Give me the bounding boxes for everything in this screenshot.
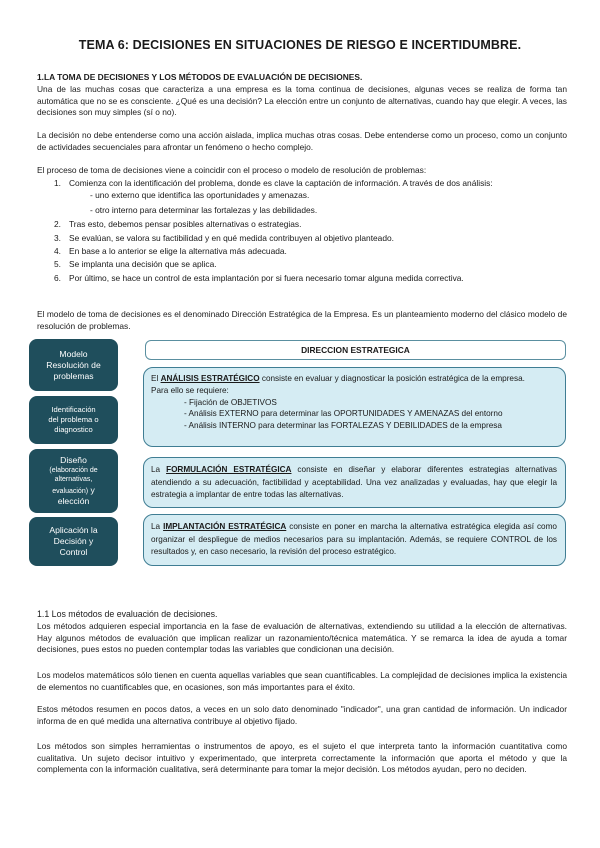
box-line: (elaboración de <box>49 466 98 474</box>
box-line: Control <box>59 547 88 557</box>
box-line <box>52 485 95 497</box>
diagram-box-diseno <box>29 449 118 513</box>
term-formulacion: FORMULACIÓN ESTRATÉGICA <box>166 465 292 474</box>
list-text: Por último, se hace un control de esta implantación por si fuera necesario tomar alguna medida correctiva. <box>69 273 464 283</box>
subsection-heading: 1.1 Los métodos de evaluación de decisiones. <box>37 609 218 619</box>
list-item <box>54 178 564 190</box>
section-heading: 1.LA TOMA DE DECISIONES Y LOS MÉTODOS DE EVALUACIÓN DE DECISIONES. <box>37 72 363 82</box>
box-line: elección <box>57 496 90 507</box>
list-text: Se implanta una decisión que se aplica. <box>69 259 217 269</box>
text-post: consiste en poner en marcha la alternativa estratégica elegida así como organizar el despliegue de medios necesarios para su implantación. Además, se requiere CONTROL de los resultados y, en caso necesario, la revisión del proceso estratégico. <box>151 522 557 556</box>
diagram-box-analisis <box>143 367 566 447</box>
text-pre: El <box>151 374 161 383</box>
paragraph: Los métodos adquieren especial importancia en la fase de evaluación de alternativas, extendiendo su utilidad a la elección de alternativas. Hay algunos métodos de evaluación que implican realizar un razonamiento/técnica matemática. Y se remarca la idea de ayuda a tomar decisiones, pues estos no pueden contemplar todas las variables que condicionan una decisión. <box>37 621 567 654</box>
paragraph: La decisión no debe entenderse como una acción aislada, implica muchas otras cosas. Debe entenderse como un proceso, como un conjunto de actividades secuenciales para afrontar un fenómeno o hecho complejo. <box>37 130 567 152</box>
page-title: TEMA 6: DECISIONES EN SITUACIONES DE RIESGO E INCERTIDUMBRE. <box>78 38 522 52</box>
box-line: alternativas, <box>54 476 93 484</box>
list-number: 4. <box>54 246 61 256</box>
paragraph: Los métodos son simples herramientas o instrumentos de apoyo, es el sujeto el que interpreta tanto la información cuantitativa como cualitativa. Un sujeto decisor intuitivo y experimentado, que interpreta correctamente la información que aporta el método y que la complementa con la información cualitativa, será determinante para tomar la mejor decisión. Los métodos ayudan, pero no deciden. <box>37 741 567 774</box>
paragraph: Los modelos matemáticos sólo tienen en cuenta aquellas variables que sean cuantificables. La complejidad de decisiones implica la existencia de elementos no cuantificables que, en ocasiones, son más importantes para el éxito. <box>37 670 567 692</box>
box-list-item: - Análisis EXTERNO para determinar las OPORTUNIDADES Y AMENAZAS del entorno <box>184 409 503 419</box>
text-post: consiste en diseñar y elaborar diferentes estrategias alternativas atendiendo a su adecuación, factibilidad y aceptabilidad. Una vez analizadas y evaluadas, hay que elegir la estrategia a implantar de entre todas las alternativas. <box>151 465 558 499</box>
list-number: 3. <box>54 233 61 243</box>
box-line: Modelo <box>59 348 88 359</box>
list-text: Comienza con la identificación del problema, donde es clave la captación de información. A través de dos análisis: <box>69 178 493 188</box>
list-number: 5. <box>54 259 61 269</box>
list-item <box>54 219 564 231</box>
box-line-tail: y <box>90 484 95 495</box>
box-list-item: - Fijación de OBJETIVOS <box>184 397 277 407</box>
box-line-small: evaluación) <box>52 487 89 495</box>
term-analisis: ANÁLISIS ESTRATÉGICO <box>160 374 260 383</box>
paragraph: Estos métodos resumen en pocos datos, a veces en un solo dato denominado "indicador", una gran cantidad de información. Un indicador informa de en qué medida una alternativa contribuye al objetivo fijado. <box>37 704 567 726</box>
diagram-box-modelo <box>29 339 118 391</box>
box-line: del problema o <box>48 415 99 424</box>
paragraph: El proceso de toma de decisiones viene a coincidir con el proceso o modelo de resolución de problemas: <box>37 165 427 175</box>
list-number: 1. <box>54 178 61 188</box>
paragraph: Una de las muchas cosas que caracteriza a una empresa es la toma continua de decisiones, algunas veces se realiza de forma tan automática que no se es consciente. ¿Qué es una decisión? La elección entre un conjunto de alternativas, cuando hay que elegir. A veces, las decisiones son muy simples (sí o no). <box>37 84 567 117</box>
list-text: Tras esto, debemos pensar posibles alternativas o estrategias. <box>69 219 302 229</box>
list-number: 6. <box>54 273 61 283</box>
diagram-box-identificacion <box>29 396 118 444</box>
diagram-header: DIRECCION ESTRATEGICA <box>145 340 566 360</box>
list-text: Se evalúan, se valora su factibilidad y en qué medida contribuyen al objetivo planteado. <box>69 233 394 243</box>
list-item <box>54 246 564 258</box>
diagram-box-aplicacion <box>29 517 118 566</box>
list-number: 2. <box>54 219 61 229</box>
diagram-box-implantacion <box>143 514 566 566</box>
list-item <box>54 233 564 245</box>
box-line: diagnostico <box>54 425 93 434</box>
list-text: En base a lo anterior se elige la alternativa más adecuada. <box>69 246 287 256</box>
box-title: Diseño <box>60 454 87 465</box>
box-line: Decisión y <box>53 536 94 546</box>
text-pre: La <box>151 522 164 531</box>
box-line: Aplicación la <box>49 525 98 535</box>
box-line: Resolución de <box>46 359 101 370</box>
box-text <box>151 373 557 385</box>
text-pre: La <box>151 465 167 474</box>
box-list-item: - Análisis INTERNO para determinar las FORTALEZAS Y DEBILIDADES de la empresa <box>184 421 502 431</box>
diagram-box-formulacion <box>143 457 566 508</box>
sub-list-item: - uno externo que identifica las oportunidades y amenazas. <box>90 190 310 200</box>
list-item <box>54 273 564 285</box>
paragraph: El modelo de toma de decisiones es el denominado Dirección Estratégica de la Empresa. Es un planteamiento moderno del clásico modelo de resolución de problemas. <box>37 309 567 331</box>
sub-list-item: - otro interno para determinar las fortalezas y las debilidades. <box>90 205 318 215</box>
box-line: problemas <box>53 370 94 381</box>
box-line: Identificación <box>51 405 96 414</box>
text-post: consiste en evaluar y diagnosticar la posición estratégica de la empresa. <box>259 374 525 383</box>
box-text: Para ello se requiere: <box>151 385 229 395</box>
term-implantacion: IMPLANTACIÓN ESTRATÉGICA <box>163 522 287 531</box>
list-item <box>54 259 564 271</box>
